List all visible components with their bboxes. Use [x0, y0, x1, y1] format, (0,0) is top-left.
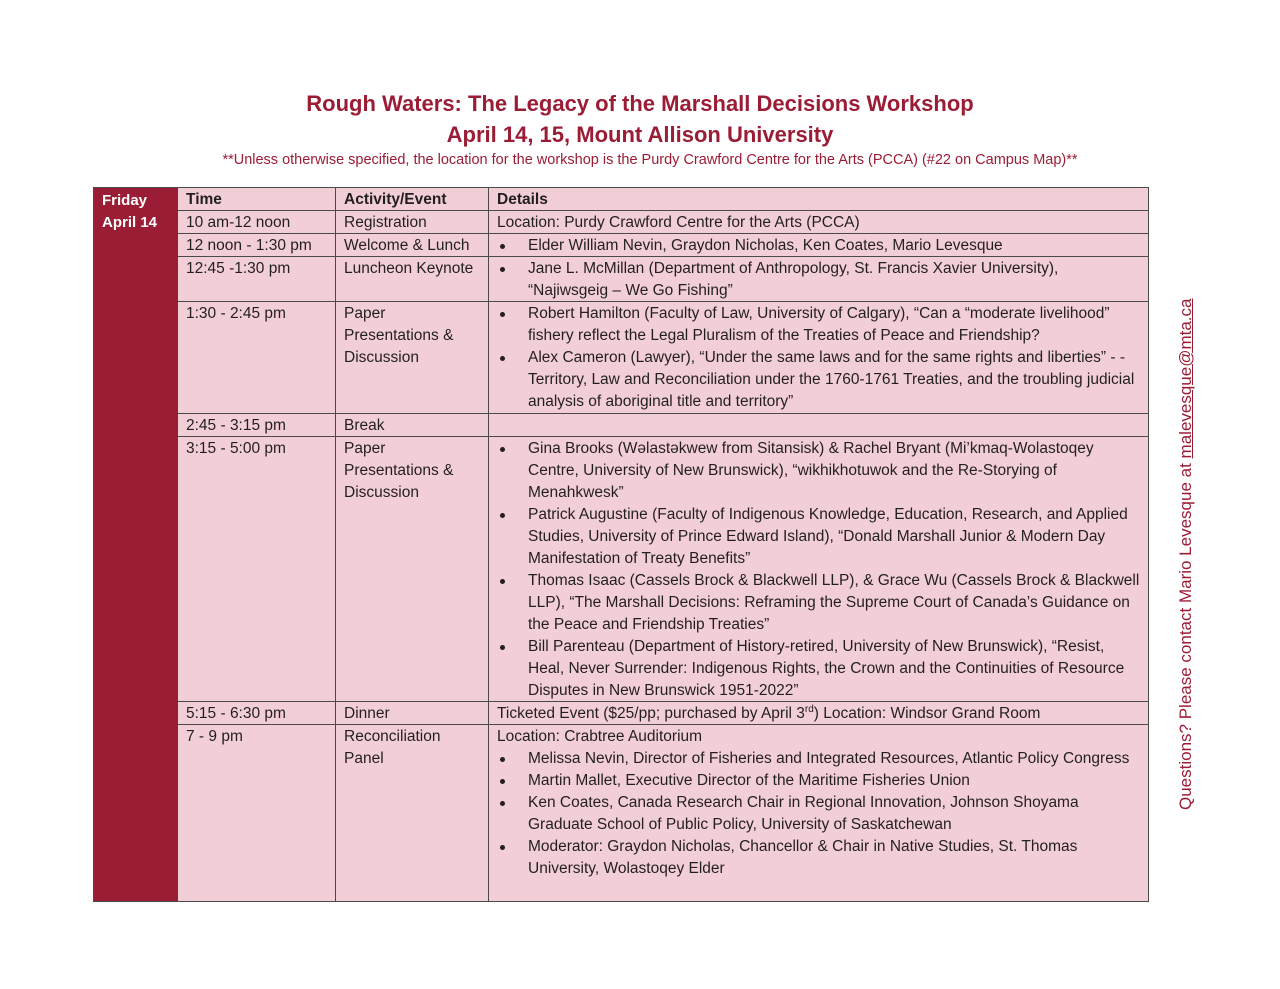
- table-row: [178, 413, 1148, 436]
- dinner-detail-sup: rd: [804, 703, 814, 715]
- row-activity: Registration: [335, 211, 488, 233]
- row-time: 2:45 - 3:15 pm: [186, 417, 286, 434]
- dinner-detail-suffix: ) Location: Windsor Grand Room: [813, 705, 1041, 722]
- list-item: Jane L. McMillan (Department of Anthropology, St. Francis Xavier University), “Najiwsgeig – We Go Fishing”: [497, 258, 1148, 302]
- row-location-text: Location: Purdy Crawford Centre for the Arts (PCCA): [497, 214, 860, 231]
- row-time: 10 am-12 noon: [186, 214, 291, 231]
- row-details: [488, 725, 1148, 901]
- row-details: [488, 437, 1148, 701]
- contact-text: Questions? Please contact Mario Levesque at: [1176, 458, 1195, 810]
- row-time: 1:30 - 2:45 pm: [186, 305, 286, 322]
- list-item: Patrick Augustine (Faculty of Indigenous Knowledge, Education, Research, and Applied Studies, University of Prince Edward Island), “Donald Marshall Junior & Modern Day Manifestation of Treaty Benefits”: [497, 504, 1148, 570]
- row-details: [488, 257, 1148, 301]
- list-item: Martin Mallet, Executive Director of the Maritime Fisheries Union: [497, 770, 1148, 792]
- row-activity: Welcome & Lunch: [335, 234, 488, 256]
- table-row: [178, 301, 1148, 413]
- list-item: Bill Parenteau (Department of History-retired, University of New Brunswick), “Resist, Heal, Never Surrender: Indigenous Rights, the Crown and the Continuities of Resource Disputes in New Brunswick 1951-2022”: [497, 636, 1148, 702]
- table-row: [178, 436, 1148, 701]
- row-details: [488, 414, 1148, 436]
- list-item: Moderator: Graydon Nicholas, Chancellor & Chair in Native Studies, St. Thomas University, Wolastoqey Elder: [497, 836, 1148, 880]
- column-header-details: Details: [488, 188, 1148, 210]
- row-details: [488, 211, 1148, 233]
- list-item: Robert Hamilton (Faculty of Law, University of Calgary), “Can a “moderate livelihood” fishery reflect the Legal Pluralism of the Treaties of Peace and Friendship?: [497, 303, 1148, 347]
- row-details: [488, 702, 1148, 724]
- row-activity: Paper Presentations & Discussion: [335, 302, 488, 413]
- day-weekday: Friday: [102, 192, 148, 209]
- column-header-time: Time: [186, 191, 222, 208]
- list-item: Ken Coates, Canada Research Chair in Regional Innovation, Johnson Shoyama Graduate School of Public Policy, University of Saskatchewan: [497, 792, 1148, 836]
- row-details: [488, 302, 1148, 413]
- list-item: Melissa Nevin, Director of Fisheries and Integrated Resources, Atlantic Policy Congress: [497, 748, 1148, 770]
- schedule-table: [93, 187, 1149, 902]
- table-row: [178, 256, 1148, 301]
- row-time: 3:15 - 5:00 pm: [186, 440, 286, 457]
- workshop-dates-venue: April 14, 15, Mount Allison University: [446, 122, 834, 147]
- row-activity: Paper Presentations & Discussion: [335, 437, 488, 701]
- table-row: [178, 701, 1148, 724]
- list-item: Alex Cameron (Lawyer), “Under the same laws and for the same rights and liberties” - - Territory, Law and Reconciliation under the 1760-1761 Treaties, and the troubling judicial analysis of aboriginal title and territory”: [497, 347, 1148, 413]
- location-note: **Unless otherwise specified, the location for the workshop is the Purdy Crawford Centre for the Arts (PCCA) (#22 on Campus Map)**: [222, 152, 1078, 168]
- column-header-activity: Activity/Event: [335, 188, 488, 210]
- contact-email-link[interactable]: malevesque@mta.ca: [1176, 298, 1195, 459]
- table-row: [178, 724, 1148, 901]
- row-time: 7 - 9 pm: [186, 728, 243, 745]
- row-activity: Luncheon Keynote: [335, 257, 488, 301]
- row-activity: Dinner: [335, 702, 488, 724]
- list-item: Elder William Nevin, Graydon Nicholas, Ken Coates, Mario Levesque: [497, 235, 1148, 257]
- row-time: 5:15 - 6:30 pm: [186, 705, 286, 722]
- row-time: 12 noon - 1:30 pm: [186, 237, 312, 254]
- workshop-title: Rough Waters: The Legacy of the Marshall Decisions Workshop: [306, 91, 974, 116]
- row-location-text: Location: Crabtree Auditorium: [497, 728, 703, 745]
- list-item: Gina Brooks (Wəlastəkwew from Sitansisk) & Rachel Bryant (Mi’kmaq-Wolastoqey Centre, University of New Brunswick), “wikhikhotuwok and the Re-Storying of Menahkwesk”: [497, 438, 1148, 504]
- list-item: Thomas Isaac (Cassels Brock & Blackwell LLP), & Grace Wu (Cassels Brock & Blackwell LLP), “The Marshall Decisions: Reframing the Supreme Court of Canada’s Guidance on the Peace and Friendship Treaties”: [497, 570, 1148, 636]
- dinner-detail-prefix: Ticketed Event ($25/pp; purchased by April 3: [497, 705, 805, 722]
- row-activity: Reconciliation Panel: [335, 725, 488, 901]
- table-row: [178, 210, 1148, 233]
- schedule-body: [178, 188, 1148, 901]
- row-details: [488, 234, 1148, 256]
- day-label: [94, 188, 178, 901]
- contact-note: [1176, 299, 1196, 811]
- table-header-row: [178, 188, 1148, 210]
- row-activity: Break: [335, 414, 488, 436]
- row-time: 12:45 -1:30 pm: [186, 260, 291, 277]
- table-row: [178, 233, 1148, 256]
- day-date: April 14: [102, 214, 158, 231]
